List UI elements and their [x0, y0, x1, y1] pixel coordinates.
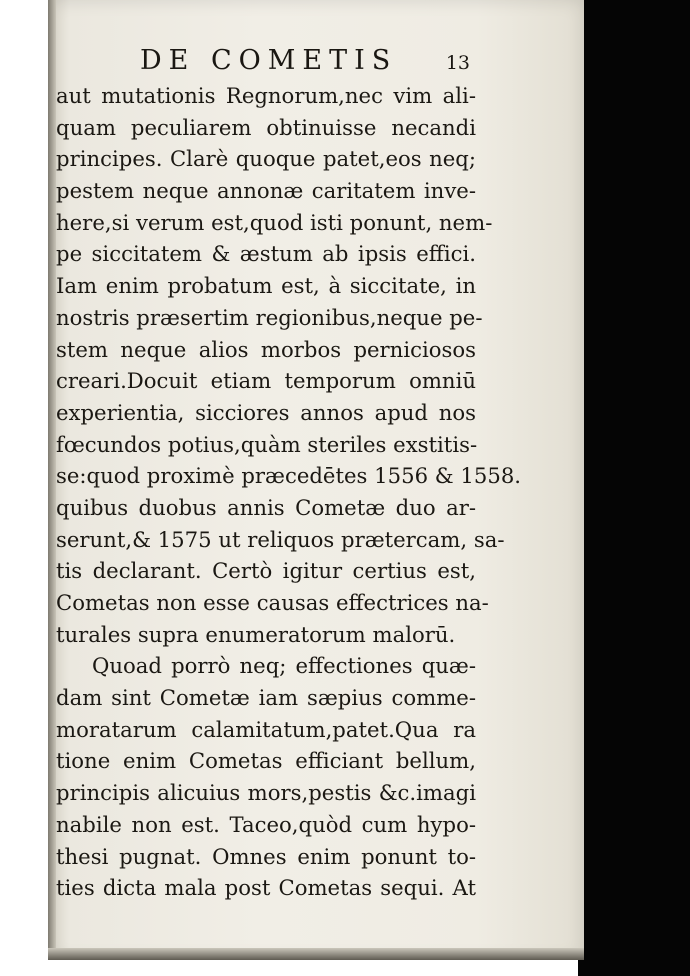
text-line: nabile non est. Taceo,quòd cum hypo-: [56, 811, 476, 837]
page-number: 13: [445, 52, 470, 74]
text-line: Iam enim probatum est, à siccitate, in: [56, 273, 476, 299]
text-line: turales supra enumeratorum malorū.: [56, 621, 456, 647]
text-line: Cometas non esse causas effectrices na-: [56, 590, 489, 615]
text-line: quam peculiarem obtinuisse necandi: [56, 114, 476, 140]
text-line: fœcundos potius,quàm steriles exstitis-: [56, 431, 478, 457]
text-line: serunt,& 1575 ut reliquos prætercam, sa-: [56, 526, 505, 552]
text-line: dam sint Cometæ iam sæpius comme-: [56, 685, 476, 711]
text-line: principes. Clarè quoque patet,eos neq;: [56, 146, 476, 172]
text-line: stem neque alios morbos perniciosos: [56, 336, 476, 362]
text-line: pe siccitatem & æstum ab ipsis effici.: [56, 241, 476, 267]
text-line: se:quod proximè præcedētes 1556 & 1558.: [56, 463, 522, 489]
text-line: here,si verum est,quod isti ponunt, nem-: [56, 209, 493, 235]
text-line: creari.Docuit etiam temporum omniū: [56, 368, 476, 394]
page-header: [140, 44, 470, 78]
running-title: DE COMETIS: [140, 45, 398, 76]
text-line: principis alicuius mors,pestis &c.imagi: [56, 780, 476, 806]
text-line: quibus duobus annis Cometæ duo ar-: [56, 494, 476, 520]
text-line: tis declarant. Certò igitur certius est,: [56, 558, 476, 584]
page-bottom-edge: [48, 948, 584, 960]
body-text: [56, 80, 522, 904]
text-line: tione enim Cometas efficiant bellum,: [56, 748, 476, 774]
text-line: moratarum calamitatum,patet.Qua ra: [56, 716, 476, 742]
text-line: nostris præsertim regionibus,neque pe-: [56, 304, 483, 330]
text-line: ties dicta mala post Cometas sequi. At: [56, 875, 476, 901]
text-line: aut mutationis Regnorum,nec vim ali-: [56, 83, 476, 108]
text-line: Quoad porrò neq; effectiones quæ-: [92, 653, 476, 679]
text-line: thesi pugnat. Omnes enim ponunt to-: [56, 843, 476, 869]
page-gutter-edge: [48, 0, 56, 960]
background-dark-strip: [578, 0, 690, 976]
text-line: experientia, sicciores annos apud nos: [56, 399, 476, 425]
text-line: pestem neque annonæ caritatem inve-: [56, 178, 476, 204]
